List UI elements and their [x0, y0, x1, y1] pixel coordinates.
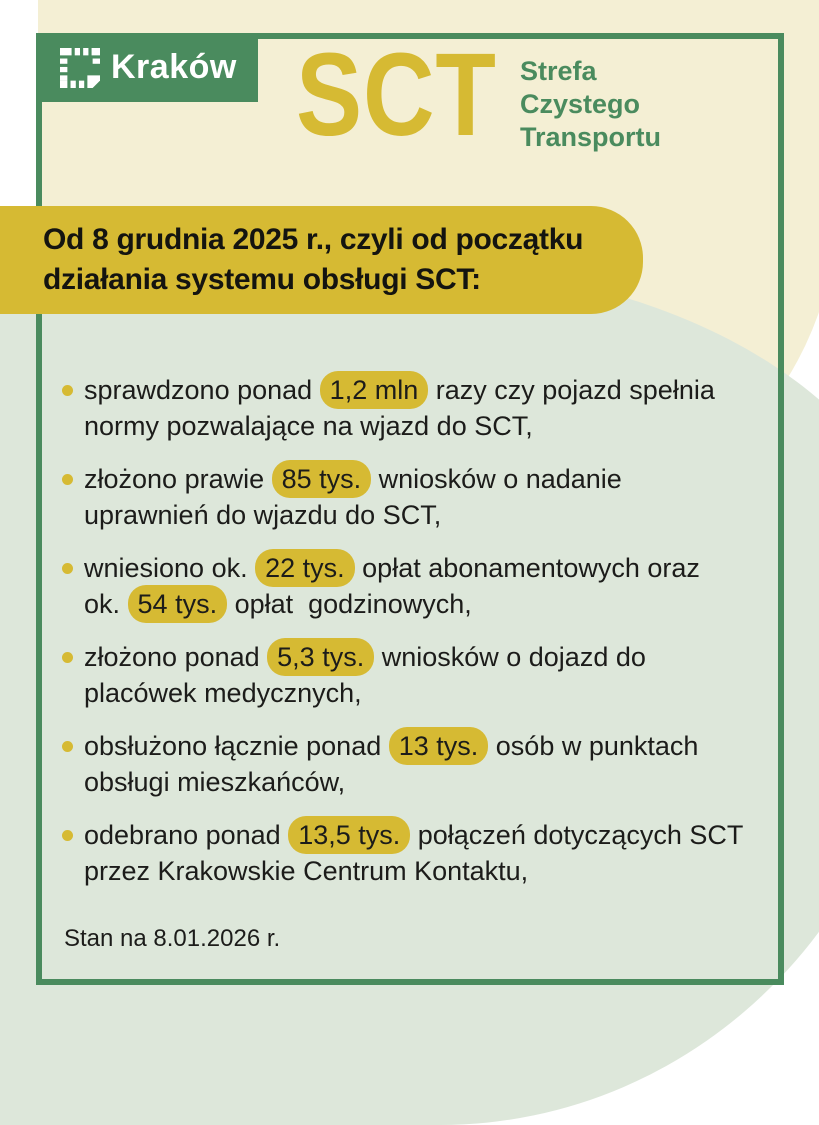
bullet-text: osób w punktach — [488, 731, 699, 761]
bullet-text: złożono prawie — [84, 464, 272, 494]
bullet-line — [84, 372, 754, 408]
highlight-value: 1,2 mln — [320, 371, 429, 409]
bullet-line — [84, 497, 754, 533]
bullet-dot-icon — [62, 652, 73, 663]
krakow-tile-icon — [60, 48, 100, 88]
bullet-line — [84, 639, 754, 675]
bullet-text: uprawnień do wjazdu do SCT, — [84, 500, 442, 530]
bullet-line — [84, 853, 754, 889]
bullet-text: normy pozwalające na wjazd do SCT, — [84, 411, 533, 441]
bullet-text: obsłużono łącznie ponad — [84, 731, 389, 761]
bullet-line — [84, 764, 754, 800]
banner-line: działania systemu obsługi SCT: — [43, 263, 481, 296]
bullet-dot-icon — [62, 474, 73, 485]
statistics-list — [84, 372, 754, 906]
bullet-item — [84, 728, 754, 800]
bullet-dot-icon — [62, 385, 73, 396]
bullet-line — [84, 408, 754, 444]
bullet-dot-icon — [62, 741, 73, 752]
bullet-item — [84, 639, 754, 711]
bullet-text: połączeń dotyczących SCT — [410, 820, 744, 850]
bullet-text: wniesiono ok. — [84, 553, 256, 583]
bullet-line — [84, 550, 754, 586]
logo-city-name: Kraków — [111, 48, 237, 86]
bullet-text: złożono ponad — [84, 642, 268, 672]
krakow-logo — [36, 33, 258, 102]
sct-name-line: Transportu — [520, 122, 662, 152]
bullet-line — [84, 461, 754, 497]
bullet-item — [84, 817, 754, 889]
sct-full-name — [520, 55, 661, 154]
highlight-value: 54 tys. — [128, 585, 228, 623]
bullet-text: ok. — [84, 589, 128, 619]
highlight-value: 22 tys. — [255, 549, 355, 587]
bullet-dot-icon — [62, 563, 73, 574]
highlight-value: 85 tys. — [272, 460, 372, 498]
bullet-line — [84, 675, 754, 711]
bullet-line — [84, 586, 754, 622]
sct-name-line: Czystego — [520, 89, 641, 119]
bullet-item — [84, 461, 754, 533]
bullet-dot-icon — [62, 830, 73, 841]
bullet-text: odebrano ponad — [84, 820, 289, 850]
sct-name-line: Strefa — [520, 56, 597, 86]
bullet-text: przez Krakowskie Centrum Kontaktu, — [84, 856, 529, 886]
bullet-item — [84, 550, 754, 622]
highlight-value: 13,5 tys. — [288, 816, 410, 854]
intro-banner — [0, 206, 643, 314]
status-date-note: Stan na 8.01.2026 r. — [64, 925, 281, 952]
bullet-text: obsługi mieszkańców, — [84, 767, 346, 797]
bullet-text: opłat abonamentowych oraz — [354, 553, 700, 583]
highlight-value: 13 tys. — [389, 727, 489, 765]
bullet-text: opłat godzinowych, — [227, 589, 472, 619]
bullet-line — [84, 817, 754, 853]
bullet-text: wniosków o nadanie — [371, 464, 622, 494]
highlight-value: 5,3 tys. — [267, 638, 374, 676]
bullet-line — [84, 728, 754, 764]
bullet-text: wniosków o dojazd do — [374, 642, 646, 672]
bullet-text: razy czy pojazd spełnia — [428, 375, 715, 405]
bullet-text: placówek medycznych, — [84, 678, 362, 708]
bullet-text: sprawdzono ponad — [84, 375, 320, 405]
bullet-item — [84, 372, 754, 444]
banner-line: Od 8 grudnia 2025 r., czyli od początku — [43, 223, 584, 256]
sct-abbreviation: SCT — [296, 29, 497, 161]
